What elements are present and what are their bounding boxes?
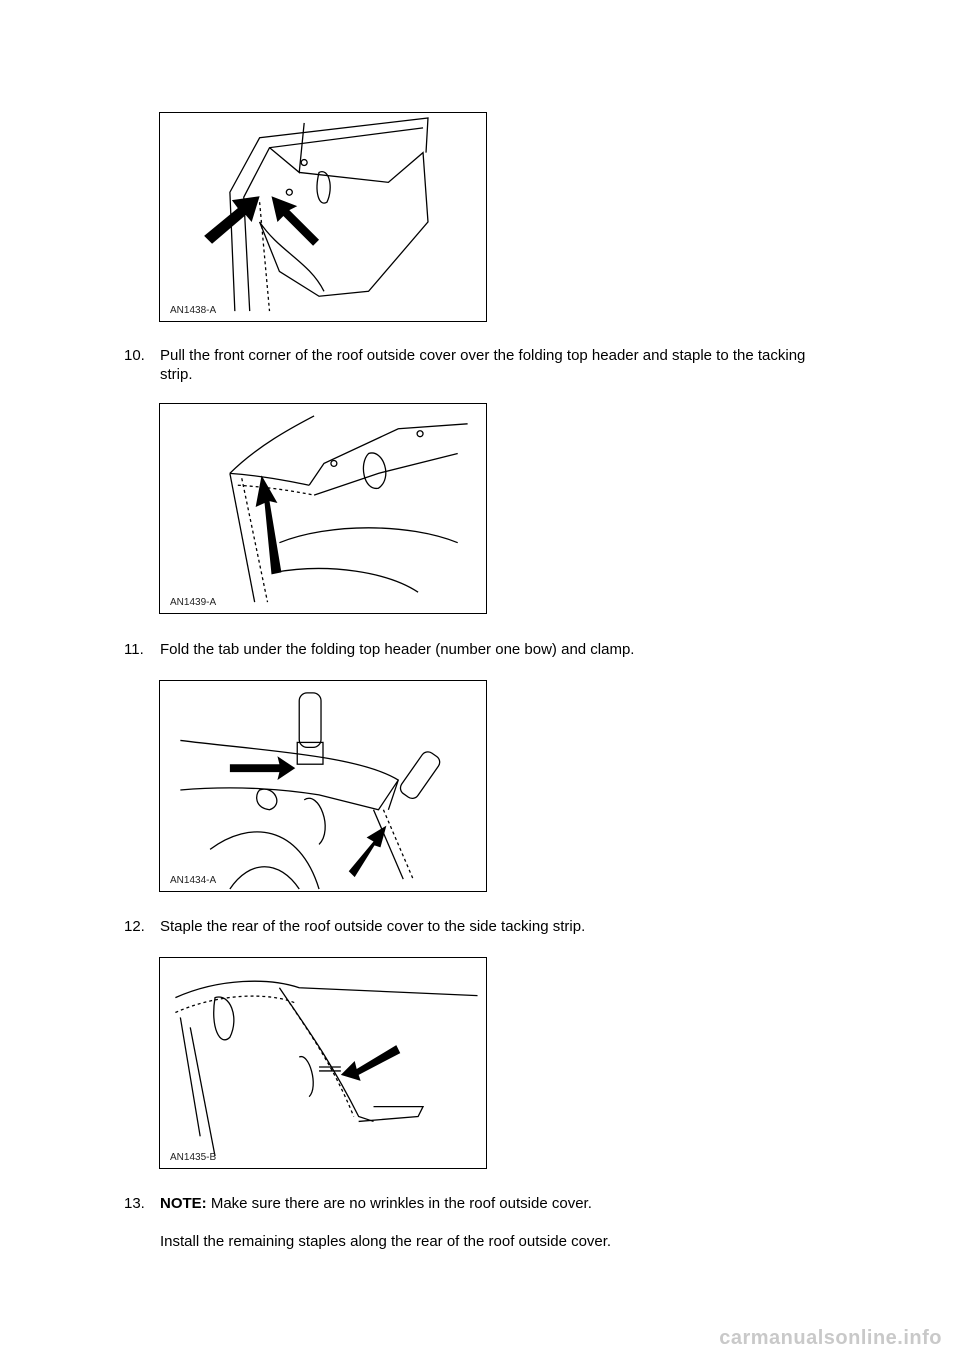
figure-an1434a <box>159 680 487 892</box>
step-text: Staple the rear of the roof outside cover to the side tacking strip. <box>160 918 586 935</box>
figure-an1439a <box>159 403 487 614</box>
step-text: Pull the front corner of the roof outside cover over the folding top header and staple to the tacking strip. <box>160 347 806 383</box>
figure-id-label: AN1435-B <box>170 1152 217 1163</box>
illustration-clamps <box>160 681 486 891</box>
figure-an1438a <box>159 112 487 322</box>
note-label: NOTE: <box>160 1195 207 1212</box>
step-number: 12. <box>124 918 145 935</box>
step-text: Fold the tab under the folding top header (number one bow) and clamp. <box>160 641 635 658</box>
illustration-roof-corner <box>160 113 486 321</box>
watermark: carmanualsonline.info <box>719 1327 942 1349</box>
step-note <box>160 1194 824 1213</box>
step-number: 11. <box>124 641 144 658</box>
figure-id-label: AN1439-A <box>170 597 217 608</box>
figure-id-label: AN1434-A <box>170 875 217 886</box>
step-13-instruction: Install the remaining staples along the rear of the roof outside cover. <box>160 1233 612 1250</box>
step-number: 10. <box>124 347 145 364</box>
illustration-rear-staple <box>160 958 486 1168</box>
figure-id-label: AN1438-A <box>170 305 217 316</box>
illustration-front-corner <box>160 404 486 613</box>
step-number: 13. <box>124 1195 145 1212</box>
figure-an1435b <box>159 957 487 1169</box>
note-text: Make sure there are no wrinkles in the roof outside cover. <box>206 1195 592 1212</box>
